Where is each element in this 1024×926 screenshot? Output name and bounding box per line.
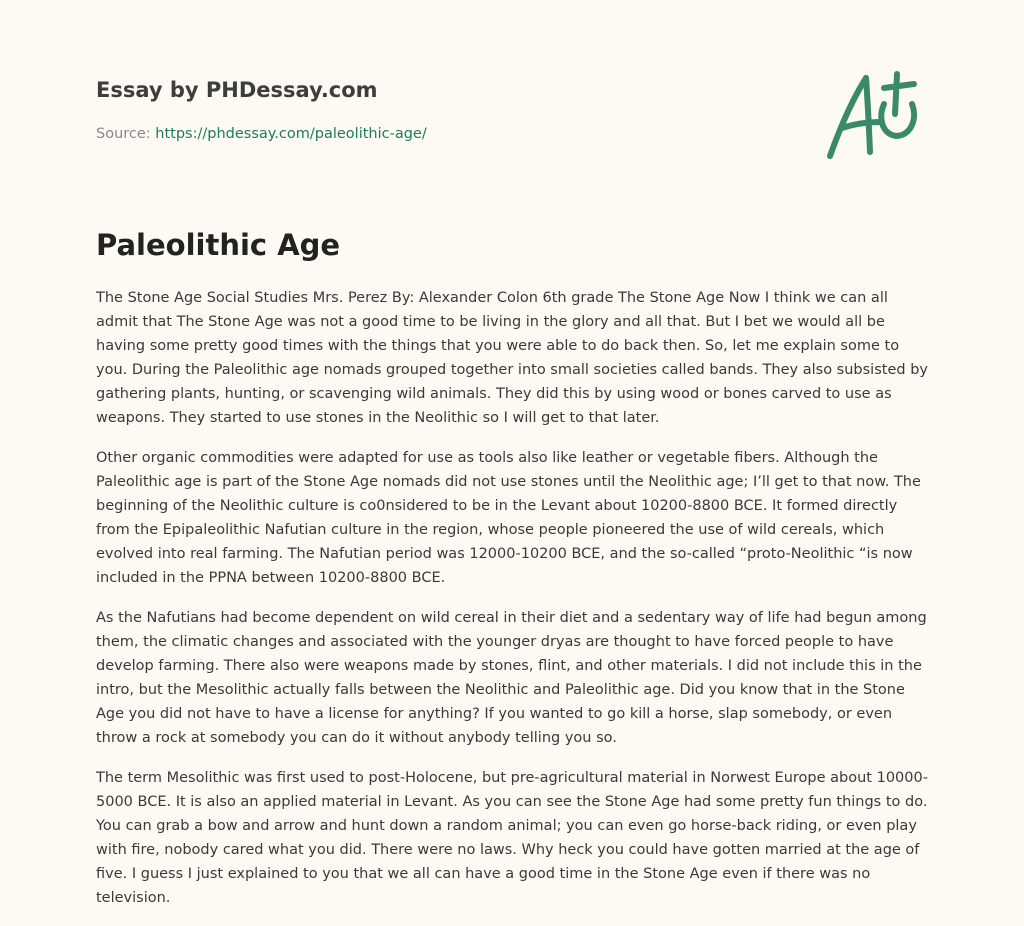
paragraph: As the Nafutians had become dependent on wild cereal in their diet and a sedentary way of life had begun among them, the climatic changes and associated with the younger dryas are thought to have forced people to have develop farming. There also were weapons made by stones, flint, and other materials. I did not include this in the intro, but the Mesolithic actually falls between the Neolithic and Paleolithic age. Did you know that in the Stone Age you did not have to have a license for anything? If you wanted to go kill a horse, slap somebody, or even throw a rock at somebody you can do it without anybody telling you so. [96,610,927,746]
source-link[interactable]: https://phdessay.com/paleolithic-age/ [155,126,427,142]
paragraph: Other organic commodities were adapted for use as tools also like leather or vegetable fibers. Although the Paleolithic age is part of the Stone Age nomads did not use stones until the Neolithic age; I’ll get to that now. The beginning of the Neolithic culture is co0nsidered to be in the Levant about 10200-8800 BCE. It formed directly from the Epipaleolithic Nafutian culture in the region, whose people pioneered the use of wild cereals, which evolved into real farming. The Nafutian period was 12000-10200 BCE, and the so-called “proto-Neolithic “is now included in the PPNA between 10200-8800 BCE. [96,450,921,586]
page-header [96,76,926,196]
article [96,226,928,926]
paragraph: The term Mesolithic was first used to post-Holocene, but pre-agricultural material in Norwest Europe about 10000-5000 BCE. It is also an applied material in Levant. As you can see the Stone Age had some pretty fun things to do. You can grab a bow and arrow and hunt down a random animal; you can even go horse-back riding, or even play with fire, nobody cared what you did. There were no laws. Why heck you could have gotten married at the age of five. I guess I just explained to you that we all can have a good time in the Stone Age even if there was no television. [96,770,928,906]
brand-title: Essay by PHDessay.com [96,78,378,102]
a-plus-logo-icon [822,66,932,166]
paragraph: The Stone Age Social Studies Mrs. Perez By: Alexander Colon 6th grade The Stone Age Now I think we can all admit that The Stone Age was not a good time to be living in the glory and all that. But I bet we would all be having some pretty good times with the things that you were able to do back then. So, let me explain some to you. During the Paleolithic age nomads grouped together into small societies called bands. They also subsisted by gathering plants, hunting, or scavenging wild animals. They did this by using wood or bones carved to use as weapons. They started to use stones in the Neolithic so I will get to that later. [96,290,928,426]
article-title: Paleolithic Age [96,228,341,262]
source-line [96,124,427,144]
source-label: Source: [96,126,156,142]
